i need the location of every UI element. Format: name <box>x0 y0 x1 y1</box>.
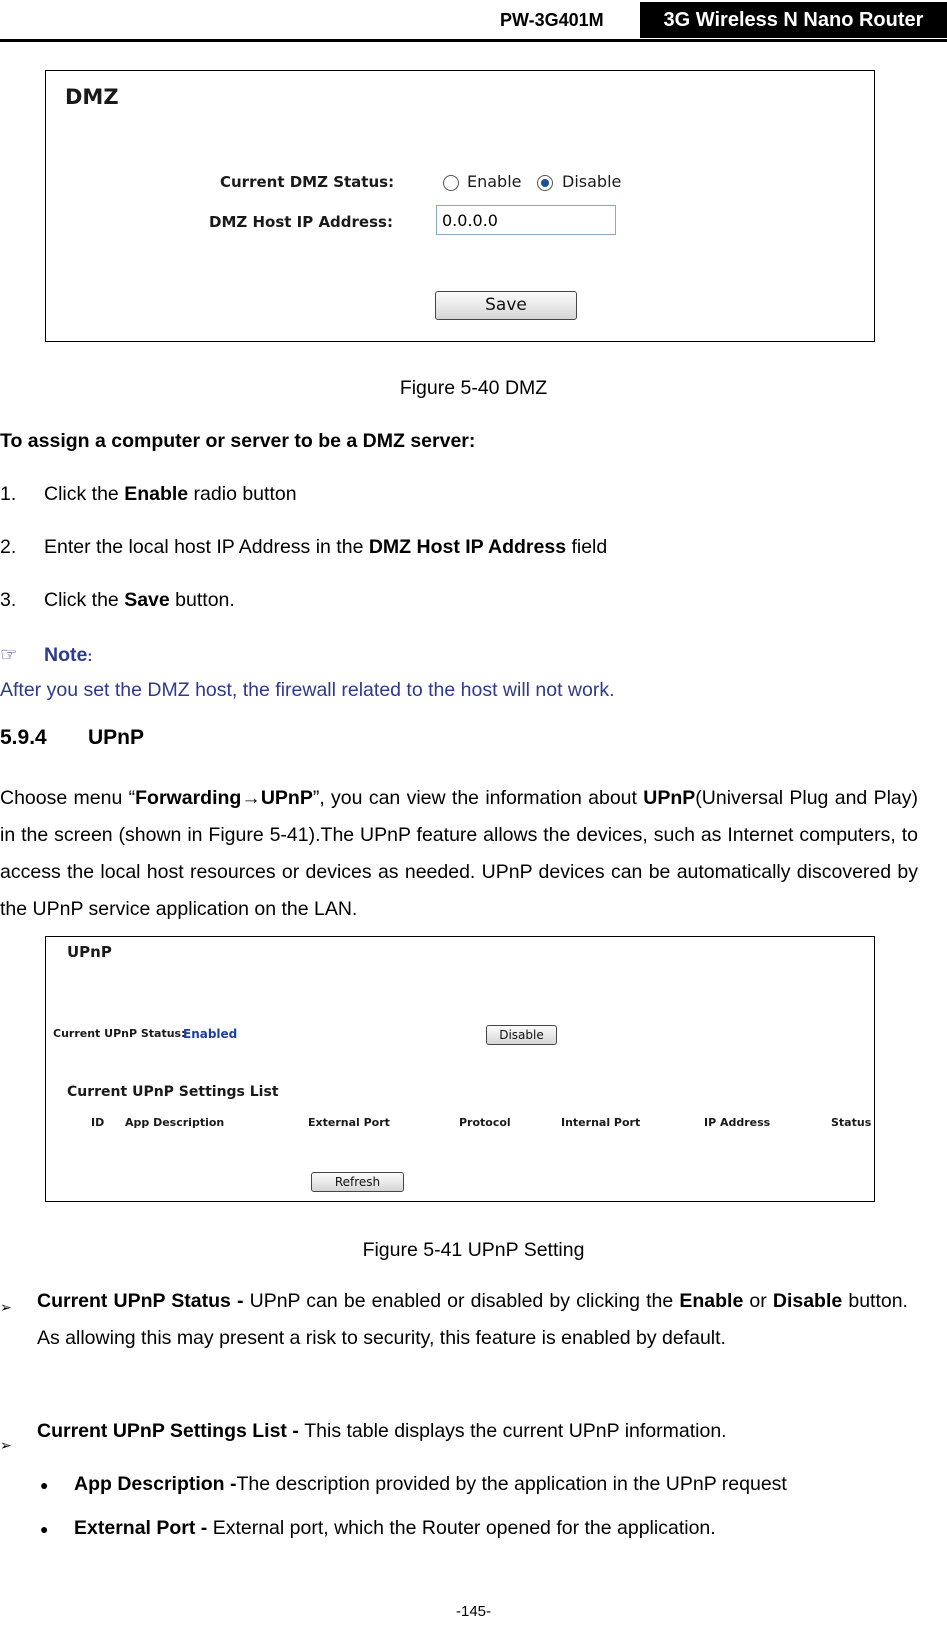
steps-heading: To assign a computer or server to be a DMZ server: <box>0 430 476 452</box>
intro-text: ”, you can view the information about <box>312 787 644 809</box>
sub-bullet-app-description <box>74 1472 787 1496</box>
page-header <box>0 0 947 42</box>
bullet-current-upnp-settings-list <box>37 1419 727 1443</box>
note-label: Note <box>44 644 88 666</box>
dmz-host-ip-label: DMZ Host IP Address: <box>209 213 393 231</box>
intro-bold: UPnP <box>643 787 696 809</box>
upnp-status-label: Current UPnP Status: <box>53 1027 186 1040</box>
upnp-intro-paragraph <box>0 780 918 928</box>
step-text: Enter the local host IP Address in the <box>44 536 369 558</box>
step-bold: Save <box>124 589 170 611</box>
step-text: radio button <box>188 483 297 505</box>
column-header: External Port <box>308 1116 390 1129</box>
column-header: IP Address <box>704 1116 771 1129</box>
section-number: 5.9.4 <box>0 726 47 749</box>
section-title: UPnP <box>88 726 145 749</box>
bullet-text: or <box>743 1290 773 1312</box>
sub-bullet-text: External port, which the Router opened for the application. <box>212 1517 716 1539</box>
pointing-hand-icon: ☞ <box>0 644 18 666</box>
step-3 <box>0 588 235 612</box>
step-1 <box>0 482 297 506</box>
column-header: Internal Port <box>561 1116 641 1129</box>
bullet-text: UPnP can be enabled or disabled by clicking the <box>249 1290 680 1312</box>
intro-bold: UPnP <box>260 787 313 809</box>
column-header: ID <box>91 1116 105 1129</box>
header-product: 3G Wireless N Nano Router <box>640 2 947 38</box>
bullet-text: This table displays the current UPnP information. <box>304 1420 727 1442</box>
dmz-host-ip-input[interactable]: 0.0.0.0 <box>436 205 616 235</box>
upnp-list-title: Current UPnP Settings List <box>67 1084 279 1100</box>
step-text: button. <box>169 589 235 611</box>
disable-radio[interactable] <box>537 175 553 191</box>
upnp-status-value: Enabled <box>183 1027 238 1041</box>
intro-text: Choose menu “ <box>0 787 136 809</box>
bullet-current-upnp-status <box>37 1283 908 1357</box>
note-colon: : <box>87 648 93 665</box>
step-bold: Enable <box>124 483 189 505</box>
bullet-bold: Enable <box>679 1290 744 1312</box>
section-heading <box>0 726 144 750</box>
note-text: After you set the DMZ host, the firewall related to the host will not work. <box>0 679 615 701</box>
figure-5-40-caption: Figure 5-40 DMZ <box>399 377 548 399</box>
refresh-button[interactable]: Refresh <box>311 1172 404 1192</box>
note-heading <box>0 643 92 669</box>
bullet-bold: Disable <box>772 1290 843 1312</box>
menu-arrow: → <box>241 787 261 809</box>
dmz-status-label: Current DMZ Status: <box>220 173 395 191</box>
disable-button[interactable]: Disable <box>486 1025 557 1045</box>
bullet-bold: Current UPnP Settings List - <box>37 1420 305 1442</box>
step-bold: DMZ Host IP Address <box>368 536 567 558</box>
save-button[interactable]: Save <box>435 291 577 320</box>
sub-bullet-dot: ● <box>40 1477 49 1493</box>
column-header: Protocol <box>459 1116 511 1129</box>
enable-radio-label: Enable <box>467 172 522 191</box>
step-number: 2. <box>0 536 17 558</box>
step-2 <box>0 535 607 559</box>
step-text: Click the <box>44 483 125 505</box>
bullet-marker: ➢ <box>0 1299 12 1315</box>
page-number: -145- <box>455 1603 492 1620</box>
sub-bullet-dot: ● <box>40 1521 49 1537</box>
bullet-bold: Current UPnP Status - <box>37 1290 250 1312</box>
step-text: field <box>566 536 608 558</box>
column-header: App Description <box>125 1116 225 1129</box>
bullet-text: button. As allowing this may present a risk to security, this feature is enabled by default. <box>37 1290 908 1349</box>
step-text: Click the <box>44 589 125 611</box>
sub-bullet-text: The description provided by the application in the UPnP request <box>236 1473 787 1495</box>
upnp-title: UPnP <box>67 943 112 961</box>
bullet-marker: ➢ <box>0 1437 12 1453</box>
step-number: 1. <box>0 483 17 505</box>
header-model: PW-3G401M <box>500 10 604 30</box>
figure-5-41-caption: Figure 5-41 UPnP Setting <box>362 1239 585 1261</box>
disable-radio-label: Disable <box>562 172 622 191</box>
step-number: 3. <box>0 589 17 611</box>
dmz-title: DMZ <box>65 85 119 109</box>
intro-bold: Forwarding <box>135 787 242 809</box>
header-rule <box>0 39 947 42</box>
sub-bullet-external-port <box>74 1516 716 1540</box>
intro-text: (Universal Plug and Play) in the screen (shown in Figure 5-41).The UPnP feature allows the devices, such as Internet computers, to access the local host resources or devices as needed. UPnP devices can be automatically discovered by the UPnP service application on the LAN. <box>0 787 919 920</box>
sub-bullet-bold: App Description - <box>74 1473 237 1495</box>
column-header: Status <box>831 1116 872 1129</box>
upnp-screenshot <box>45 936 875 1202</box>
enable-radio[interactable] <box>443 175 459 191</box>
sub-bullet-bold: External Port - <box>74 1517 213 1539</box>
dmz-screenshot <box>45 70 875 342</box>
